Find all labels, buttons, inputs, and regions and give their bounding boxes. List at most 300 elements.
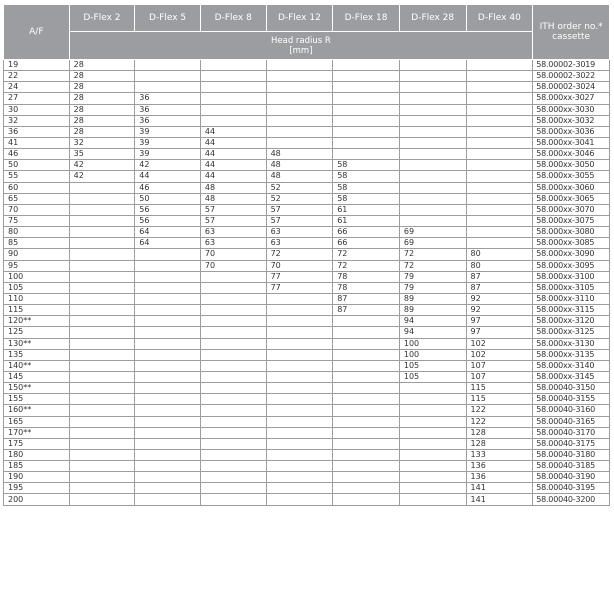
head-radius-cell — [135, 383, 201, 394]
head-radius-cell: 63 — [200, 238, 266, 249]
head-radius-cell — [333, 461, 400, 472]
head-radius-cell — [135, 405, 201, 416]
head-radius-cell — [266, 360, 333, 371]
order-number-cell: 58.000xx-3080 — [533, 227, 610, 238]
af-cell: 125 — [4, 327, 70, 338]
af-cell: 70 — [4, 204, 70, 215]
head-radius-cell — [200, 371, 266, 382]
head-radius-cell: 35 — [69, 149, 135, 160]
head-radius-cell — [333, 338, 400, 349]
head-radius-cell — [466, 71, 533, 82]
order-number-cell: 58.000xx-3075 — [533, 215, 610, 226]
af-cell: 200 — [4, 494, 70, 505]
head-radius-header — [69, 32, 533, 60]
head-radius-cell — [135, 438, 201, 449]
head-radius-cell — [69, 227, 135, 238]
head-radius-cell: 122 — [466, 416, 533, 427]
head-radius-cell: 100 — [399, 338, 466, 349]
head-radius-cell — [466, 93, 533, 104]
head-radius-cell: 28 — [69, 60, 135, 71]
head-radius-cell: 58 — [333, 182, 400, 193]
af-cell: 36 — [4, 126, 70, 137]
head-radius-cell — [466, 115, 533, 126]
head-radius-cell: 39 — [135, 126, 201, 137]
head-radius-cell — [266, 82, 333, 93]
order-number-cell: 58.000xx-3027 — [533, 93, 610, 104]
af-cell: 105 — [4, 282, 70, 293]
head-radius-cell — [466, 238, 533, 249]
head-radius-cell: 42 — [135, 160, 201, 171]
head-radius-cell: 48 — [266, 149, 333, 160]
head-radius-cell — [200, 282, 266, 293]
head-radius-cell: 97 — [466, 316, 533, 327]
head-radius-cell — [135, 338, 201, 349]
head-radius-cell — [266, 494, 333, 505]
head-radius-cell — [333, 93, 400, 104]
head-radius-cell: 42 — [69, 160, 135, 171]
head-radius-cell — [69, 449, 135, 460]
head-radius-cell — [333, 405, 400, 416]
head-radius-cell — [466, 104, 533, 115]
table-row — [4, 427, 610, 438]
af-cell: 60 — [4, 182, 70, 193]
head-radius-cell — [200, 60, 266, 71]
head-radius-cell — [135, 349, 201, 360]
order-number-cell: 58.000xx-3085 — [533, 238, 610, 249]
af-cell: 80 — [4, 227, 70, 238]
head-radius-cell — [266, 472, 333, 483]
order-number-header: ITH order no.* cassette — [533, 5, 610, 60]
order-number-cell: 58.000xx-3036 — [533, 126, 610, 137]
table-row — [4, 305, 610, 316]
head-radius-cell — [135, 249, 201, 260]
head-radius-unit: [mm] — [289, 45, 313, 56]
head-radius-cell — [333, 115, 400, 126]
head-radius-cell — [266, 371, 333, 382]
head-radius-cell — [266, 115, 333, 126]
head-radius-cell — [333, 360, 400, 371]
head-radius-cell — [466, 82, 533, 93]
af-cell: 95 — [4, 260, 70, 271]
head-radius-cell: 89 — [399, 305, 466, 316]
table-row — [4, 149, 610, 160]
head-radius-cell — [69, 438, 135, 449]
head-radius-cell: 64 — [135, 238, 201, 249]
head-radius-cell: 102 — [466, 349, 533, 360]
head-radius-cell — [266, 327, 333, 338]
table-row — [4, 126, 610, 137]
head-radius-cell: 115 — [466, 383, 533, 394]
head-radius-cell — [135, 416, 201, 427]
head-radius-cell — [200, 82, 266, 93]
model-header-d-flex-2: D-Flex 2 — [69, 5, 135, 32]
head-radius-cell — [399, 171, 466, 182]
head-radius-cell — [333, 316, 400, 327]
head-radius-cell — [135, 271, 201, 282]
head-radius-cell — [399, 383, 466, 394]
table-row — [4, 137, 610, 148]
head-radius-cell — [399, 149, 466, 160]
model-header-d-flex-12: D-Flex 12 — [266, 5, 333, 32]
table-row — [4, 171, 610, 182]
head-radius-cell: 72 — [333, 249, 400, 260]
head-radius-cell — [135, 260, 201, 271]
head-radius-cell: 44 — [200, 171, 266, 182]
head-radius-cell — [200, 461, 266, 472]
head-radius-cell: 105 — [399, 371, 466, 382]
af-cell: 55 — [4, 171, 70, 182]
head-radius-cell: 136 — [466, 461, 533, 472]
head-radius-cell: 48 — [266, 171, 333, 182]
head-radius-cell: 128 — [466, 427, 533, 438]
head-radius-cell — [399, 182, 466, 193]
head-radius-cell — [135, 472, 201, 483]
head-radius-cell: 107 — [466, 360, 533, 371]
head-radius-cell — [333, 349, 400, 360]
af-cell: 155 — [4, 394, 70, 405]
af-cell: 65 — [4, 193, 70, 204]
order-number-cell: 58.000xx-3046 — [533, 149, 610, 160]
table-row — [4, 438, 610, 449]
head-radius-cell — [266, 60, 333, 71]
head-radius-cell: 39 — [135, 149, 201, 160]
head-radius-cell — [333, 149, 400, 160]
order-number-cell: 58.00040-3175 — [533, 438, 610, 449]
af-cell: 46 — [4, 149, 70, 160]
order-number-cell: 58.000xx-3125 — [533, 327, 610, 338]
head-radius-cell: 48 — [266, 160, 333, 171]
head-radius-cell: 141 — [466, 483, 533, 494]
head-radius-cell: 28 — [69, 115, 135, 126]
head-radius-cell — [466, 193, 533, 204]
af-cell: 50 — [4, 160, 70, 171]
head-radius-cell — [266, 438, 333, 449]
head-radius-cell — [135, 316, 201, 327]
head-radius-cell: 52 — [266, 182, 333, 193]
head-radius-cell — [266, 126, 333, 137]
af-cell: 90 — [4, 249, 70, 260]
head-radius-cell: 77 — [266, 271, 333, 282]
table-row — [4, 160, 610, 171]
head-radius-cell: 87 — [333, 293, 400, 304]
af-cell: 175 — [4, 438, 70, 449]
head-radius-cell — [69, 271, 135, 282]
head-radius-cell: 50 — [135, 193, 201, 204]
order-number-cell: 58.000xx-3105 — [533, 282, 610, 293]
af-cell: 27 — [4, 93, 70, 104]
head-radius-cell — [266, 483, 333, 494]
head-radius-cell — [399, 483, 466, 494]
head-radius-cell: 94 — [399, 316, 466, 327]
head-radius-cell — [266, 405, 333, 416]
table-row — [4, 449, 610, 460]
order-number-cell: 58.00040-3190 — [533, 472, 610, 483]
head-radius-cell — [69, 394, 135, 405]
head-radius-cell — [69, 182, 135, 193]
head-radius-cell — [200, 93, 266, 104]
head-radius-cell: 80 — [466, 260, 533, 271]
head-radius-cell: 70 — [200, 260, 266, 271]
head-radius-cell — [200, 416, 266, 427]
order-number-cell: 58.000xx-3065 — [533, 193, 610, 204]
head-radius-cell: 56 — [135, 204, 201, 215]
head-radius-cell — [333, 383, 400, 394]
table-row — [4, 115, 610, 126]
order-number-cell: 58.000xx-3090 — [533, 249, 610, 260]
head-radius-cell — [399, 71, 466, 82]
head-radius-cell — [69, 360, 135, 371]
head-radius-cell: 141 — [466, 494, 533, 505]
head-radius-cell — [466, 126, 533, 137]
head-radius-label: Head radius R — [271, 35, 331, 46]
head-radius-cell — [266, 394, 333, 405]
head-radius-cell — [200, 338, 266, 349]
head-radius-cell — [266, 293, 333, 304]
order-number-cell: 58.000xx-3100 — [533, 271, 610, 282]
head-radius-cell: 72 — [266, 249, 333, 260]
head-radius-cell: 87 — [333, 305, 400, 316]
head-radius-cell: 44 — [200, 149, 266, 160]
head-radius-cell — [69, 349, 135, 360]
head-radius-cell: 79 — [399, 282, 466, 293]
table-row — [4, 338, 610, 349]
head-radius-cell — [200, 427, 266, 438]
head-radius-cell — [200, 405, 266, 416]
head-radius-cell — [399, 104, 466, 115]
head-radius-cell — [200, 472, 266, 483]
table-row — [4, 215, 610, 226]
head-radius-cell — [466, 204, 533, 215]
order-number-cell: 58.000xx-3130 — [533, 338, 610, 349]
head-radius-cell — [266, 338, 333, 349]
head-radius-cell — [266, 461, 333, 472]
head-radius-cell — [333, 394, 400, 405]
head-radius-cell: 92 — [466, 305, 533, 316]
head-radius-cell: 57 — [200, 204, 266, 215]
head-radius-cell: 133 — [466, 449, 533, 460]
head-radius-cell — [333, 126, 400, 137]
head-radius-cell — [399, 472, 466, 483]
table-row — [4, 472, 610, 483]
head-radius-table — [3, 4, 610, 506]
head-radius-cell: 61 — [333, 204, 400, 215]
af-cell: 85 — [4, 238, 70, 249]
head-radius-cell — [200, 360, 266, 371]
head-radius-cell — [333, 137, 400, 148]
head-radius-cell — [333, 438, 400, 449]
head-radius-cell — [135, 360, 201, 371]
head-radius-cell — [266, 104, 333, 115]
table-row — [4, 238, 610, 249]
order-number-cell: 58.000xx-3041 — [533, 137, 610, 148]
head-radius-cell — [333, 60, 400, 71]
head-radius-cell — [135, 305, 201, 316]
head-radius-cell: 87 — [466, 271, 533, 282]
table-row — [4, 371, 610, 382]
order-number-cell: 58.00040-3195 — [533, 483, 610, 494]
head-radius-cell: 57 — [266, 215, 333, 226]
head-radius-cell: 122 — [466, 405, 533, 416]
head-radius-cell: 63 — [266, 227, 333, 238]
table-row — [4, 416, 610, 427]
head-radius-cell — [200, 449, 266, 460]
head-radius-cell: 102 — [466, 338, 533, 349]
head-radius-cell — [466, 160, 533, 171]
head-radius-cell — [69, 472, 135, 483]
table-row — [4, 360, 610, 371]
head-radius-cell — [69, 293, 135, 304]
head-radius-cell: 58 — [333, 171, 400, 182]
table-row — [4, 182, 610, 193]
table-row — [4, 193, 610, 204]
head-radius-cell — [333, 483, 400, 494]
table-row — [4, 327, 610, 338]
table-row — [4, 204, 610, 215]
table-row — [4, 394, 610, 405]
head-radius-cell — [399, 82, 466, 93]
table-row — [4, 227, 610, 238]
head-radius-cell — [200, 394, 266, 405]
head-radius-cell: 105 — [399, 360, 466, 371]
head-radius-cell — [200, 71, 266, 82]
head-radius-cell: 70 — [266, 260, 333, 271]
head-radius-cell — [200, 494, 266, 505]
table-row — [4, 383, 610, 394]
af-cell: 170** — [4, 427, 70, 438]
head-radius-cell — [135, 71, 201, 82]
head-radius-cell — [69, 215, 135, 226]
table-row — [4, 405, 610, 416]
head-radius-cell — [69, 383, 135, 394]
af-cell: 130** — [4, 338, 70, 349]
head-radius-cell — [69, 238, 135, 249]
af-cell: 32 — [4, 115, 70, 126]
head-radius-cell — [200, 483, 266, 494]
head-radius-cell — [466, 215, 533, 226]
head-radius-cell — [266, 305, 333, 316]
head-radius-cell: 36 — [135, 93, 201, 104]
head-radius-cell: 92 — [466, 293, 533, 304]
head-radius-cell — [200, 271, 266, 282]
order-number-cell: 58.000xx-3140 — [533, 360, 610, 371]
order-number-cell: 58.00040-3165 — [533, 416, 610, 427]
head-radius-cell: 58 — [333, 160, 400, 171]
order-number-cell: 58.000xx-3115 — [533, 305, 610, 316]
head-radius-cell — [399, 160, 466, 171]
model-header-d-flex-18: D-Flex 18 — [333, 5, 400, 32]
head-radius-cell: 63 — [266, 238, 333, 249]
order-number-cell: 58.000xx-3120 — [533, 316, 610, 327]
table-row — [4, 249, 610, 260]
head-radius-cell: 48 — [200, 182, 266, 193]
head-radius-cell — [69, 260, 135, 271]
head-radius-cell — [333, 427, 400, 438]
head-radius-cell — [200, 316, 266, 327]
head-radius-cell — [333, 104, 400, 115]
table-row — [4, 260, 610, 271]
order-number-cell: 58.00002-3019 — [533, 60, 610, 71]
head-radius-cell: 61 — [333, 215, 400, 226]
head-radius-cell: 72 — [333, 260, 400, 271]
head-radius-cell: 44 — [200, 160, 266, 171]
head-radius-cell — [266, 416, 333, 427]
head-radius-cell — [266, 316, 333, 327]
af-cell: 180 — [4, 449, 70, 460]
head-radius-cell — [200, 115, 266, 126]
af-cell: 195 — [4, 483, 70, 494]
head-radius-cell: 58 — [333, 193, 400, 204]
order-number-cell: 58.000xx-3050 — [533, 160, 610, 171]
head-radius-cell: 39 — [135, 137, 201, 148]
head-radius-cell — [266, 449, 333, 460]
head-radius-cell: 89 — [399, 293, 466, 304]
af-cell: 160** — [4, 405, 70, 416]
order-number-cell: 58.00040-3150 — [533, 383, 610, 394]
head-radius-cell — [399, 394, 466, 405]
af-header: A/F — [4, 5, 70, 60]
head-radius-cell — [333, 416, 400, 427]
head-radius-cell: 64 — [135, 227, 201, 238]
order-number-cell: 58.000xx-3135 — [533, 349, 610, 360]
head-radius-cell — [399, 427, 466, 438]
head-radius-cell — [200, 383, 266, 394]
head-radius-cell — [200, 438, 266, 449]
head-radius-cell — [399, 215, 466, 226]
head-radius-cell: 36 — [135, 104, 201, 115]
head-radius-cell — [135, 394, 201, 405]
table-row — [4, 282, 610, 293]
head-radius-cell — [69, 483, 135, 494]
table-row — [4, 71, 610, 82]
head-radius-cell — [333, 494, 400, 505]
head-radius-cell: 115 — [466, 394, 533, 405]
head-radius-cell — [200, 104, 266, 115]
order-number-cell: 58.00040-3180 — [533, 449, 610, 460]
order-number-cell: 58.00040-3200 — [533, 494, 610, 505]
head-radius-cell: 136 — [466, 472, 533, 483]
order-number-cell: 58.00040-3160 — [533, 405, 610, 416]
head-radius-cell: 87 — [466, 282, 533, 293]
head-radius-cell: 44 — [135, 171, 201, 182]
head-radius-cell: 66 — [333, 238, 400, 249]
head-radius-cell: 63 — [200, 227, 266, 238]
order-number-cell: 58.000xx-3095 — [533, 260, 610, 271]
af-cell: 41 — [4, 137, 70, 148]
head-radius-cell — [200, 305, 266, 316]
head-radius-cell — [266, 71, 333, 82]
table-row — [4, 104, 610, 115]
head-radius-cell: 69 — [399, 227, 466, 238]
head-radius-cell — [135, 82, 201, 93]
head-radius-cell — [399, 405, 466, 416]
head-radius-cell — [69, 338, 135, 349]
table-row — [4, 316, 610, 327]
head-radius-cell: 28 — [69, 104, 135, 115]
head-radius-cell — [266, 427, 333, 438]
head-radius-cell — [69, 204, 135, 215]
head-radius-cell — [69, 405, 135, 416]
head-radius-cell: 79 — [399, 271, 466, 282]
head-radius-cell — [466, 60, 533, 71]
head-radius-cell — [466, 182, 533, 193]
head-radius-cell: 69 — [399, 238, 466, 249]
head-radius-cell — [135, 483, 201, 494]
head-radius-cell: 46 — [135, 182, 201, 193]
head-radius-cell — [399, 126, 466, 137]
head-radius-cell: 100 — [399, 349, 466, 360]
head-radius-cell — [333, 449, 400, 460]
table-row — [4, 271, 610, 282]
